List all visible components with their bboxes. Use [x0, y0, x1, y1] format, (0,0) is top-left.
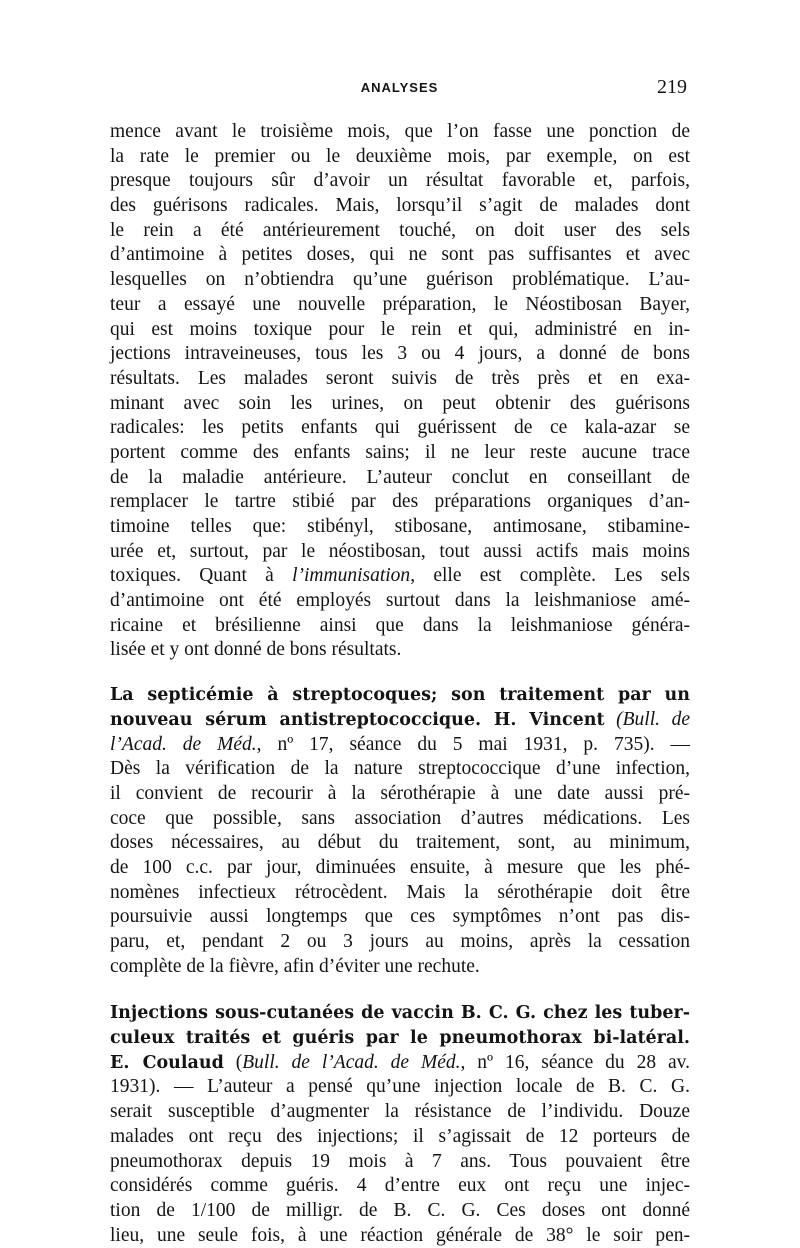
text-line: Dès la vérification de la nature streptococcique d’une infection, — [110, 758, 690, 780]
text-line — [110, 564, 690, 589]
running-title: ANALYSES — [360, 80, 439, 95]
text-line: lesquelles on n’obtiendra qu’une guérison problématique. L’au- — [110, 269, 690, 291]
spacer — [110, 663, 690, 683]
text-line: lieu, une seule fois, à une réaction générale de 38° le soir pen- — [110, 1224, 690, 1246]
text-line: d’antimoine à petites doses, qui ne sont pas suffisantes et avec — [110, 244, 690, 266]
journal-reference: Bull. de l’Acad. de Méd. — [242, 1051, 461, 1073]
text-line: radicales: les petits enfants qui guérissent de ce kala-azar se — [110, 417, 690, 439]
text-line: considérés comme guéris. 4 d’entre eux ont reçu une injec- — [110, 1175, 690, 1197]
text-line: poursuivie aussi longtemps que ces symptômes n’ont pas dis- — [110, 906, 690, 928]
text-segment: ( — [223, 1051, 243, 1073]
text-line: presque toujours sûr d’avoir un résultat favorable et, parfois, — [110, 170, 690, 192]
text-segment: , nº 17, séance du 5 mai 1931, p. 735). — — [256, 733, 690, 755]
text-line: portent comme des enfants sains; il ne leur reste aucune trace — [110, 441, 690, 463]
text-line: teur a essayé une nouvelle préparation, le Néostibosan Bayer, — [110, 293, 690, 315]
text-line: qui est moins toxique pour le rein et qui, administré en in- — [110, 318, 690, 340]
text-line: lisée et y ont donné de bons résultats. — [110, 639, 402, 661]
text-line: doses nécessaires, au début du traitement, sont, au minimum, — [110, 832, 690, 854]
text-line: il convient de recourir à la sérothérapie à une date aussi pré- — [110, 782, 690, 804]
text-line: 1931). — L’auteur a pensé qu’une injection locale de B. C. G. — [110, 1076, 690, 1098]
text-line: remplacer le tartre stibié par des préparations organiques d’an- — [110, 491, 690, 513]
text-line: coce que possible, sans association d’autres médications. Les — [110, 807, 690, 829]
text-line: serait susceptible d’augmenter la résistance de l’individu. Douze — [110, 1101, 690, 1123]
article-title: culeux traités et guéris par le pneumothorax bi-latéral. — [110, 1028, 690, 1049]
article-title: La septicémie à streptocoques; son traitement par un — [110, 685, 690, 706]
spacer — [110, 979, 690, 1001]
reference-line — [110, 733, 690, 758]
text-line: nomènes infectieux rétrocèdent. Mais la sérothérapie doit être — [110, 881, 690, 903]
text-line: d’antimoine ont été employés surtout dans la leishmaniose amé- — [110, 590, 690, 612]
page-number: 219 — [657, 76, 687, 98]
text-line: paru, et, pendant 2 ou 3 jours au moins, après la cessation — [110, 931, 690, 952]
text-line: complète de la fièvre, afin d’éviter une rechute. — [110, 955, 480, 977]
paragraph-continuation — [110, 120, 690, 663]
italic-term: l’immunisation — [292, 565, 411, 587]
text-line: pneumothorax depuis 19 mois à 7 ans. Tous pouvaient être — [110, 1150, 690, 1172]
text-line: de la maladie antérieure. L’auteur conclut en conseillant de — [110, 466, 690, 488]
text-line: résultats. Les malades seront suivis de très près et en exa- — [110, 367, 690, 389]
text-line: timoine telles que: stibényl, stibosane, antimosane, stibamine- — [110, 516, 690, 537]
text-line: jections intraveineuses, tous les 3 ou 4 jours, a donné de bons — [110, 343, 690, 365]
text-line: minant avec soin les urines, on peut obtenir des guérisons — [110, 392, 690, 414]
reference-line — [110, 1051, 690, 1076]
text-segment: toxiques. Quant à — [110, 565, 293, 587]
text-line: de 100 c.c. par jour, diminuées ensuite, à mesure que les phé- — [110, 856, 690, 878]
text-line: des guérisons radicales. Mais, lorsqu’il s’agit de malades dont — [110, 195, 690, 217]
text-line: urée et, surtout, par le néostibosan, tout aussi actifs mais moins — [110, 540, 690, 562]
text-line: ricaine et brésilienne ainsi que dans la leishmaniose généra- — [110, 614, 690, 636]
text-line: le rein a été antérieurement touché, on doit user des sels — [110, 219, 690, 241]
running-head — [112, 76, 687, 104]
body-text — [110, 120, 690, 1248]
article-author: E. Coulaud — [110, 1052, 224, 1073]
journal-reference: (Bull. de — [604, 708, 690, 730]
text-line: malades ont reçu des injections; il s’agissait de 12 porteurs de — [110, 1125, 690, 1147]
text-segment: , nº 16, séance du 28 av. — [460, 1051, 691, 1073]
text-line: mence avant le troisième mois, que l’on fasse une ponction de — [110, 121, 690, 142]
text-line: tion de 1/100 de milligr. de B. C. G. Ces doses ont donné — [110, 1199, 690, 1221]
text-line: la rate le premier ou le deuxième mois, par exemple, on est — [110, 145, 690, 167]
article-septicemie — [110, 683, 690, 979]
article-title-author: nouveau sérum antistreptococcique. H. Vincent — [110, 709, 605, 730]
journal-reference: l’Acad. de Méd. — [110, 733, 257, 755]
article-title-line — [110, 708, 690, 733]
text-segment: , elle est complète. Les sels — [410, 565, 690, 587]
article-title: Injections sous-cutanées de vaccin B. C. G. chez les tuber- — [110, 1003, 690, 1024]
article-bcg — [110, 1001, 690, 1248]
